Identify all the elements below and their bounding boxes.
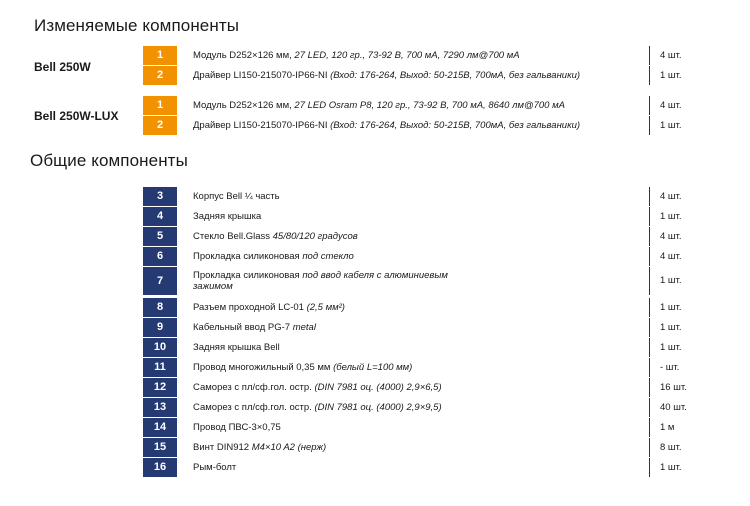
item-main-text: Задняя крышка Bell	[193, 342, 280, 353]
component-row	[143, 227, 695, 246]
item-main-text: Винт DIN912	[193, 442, 252, 453]
item-number: 2	[143, 116, 177, 135]
item-number: 5	[143, 227, 177, 246]
component-row	[143, 418, 695, 437]
item-main-text: Провод многожильный 0,35 мм	[193, 362, 334, 373]
item-description	[193, 318, 633, 337]
component-row	[143, 378, 695, 397]
item-description	[193, 458, 633, 477]
item-description	[193, 66, 633, 85]
common-components-title: Общие компоненты	[30, 151, 188, 170]
item-detail-text: (DIN 7981 оц. (4000) 2,9×6,5)	[314, 382, 442, 393]
item-number: 3	[143, 187, 177, 206]
item-main-text: Саморез с пл/сф.гол. остр.	[193, 382, 315, 393]
item-detail-text: под ввод кабеля с алюминиевым зажимом	[193, 270, 448, 292]
item-quantity: 16 шт.	[649, 378, 695, 397]
component-row	[143, 338, 695, 357]
item-quantity: 4 шт.	[649, 187, 695, 206]
item-description	[193, 96, 633, 115]
item-main-text: Стекло Bell.Glass	[193, 231, 273, 242]
item-detail-text: (Вход: 176-264, Выход: 50-215В, 700мА, без гальваники)	[330, 120, 581, 131]
item-main-text: Модуль D252×126 мм,	[193, 100, 295, 111]
item-detail-text: 45/80/120 градусов	[272, 231, 358, 242]
item-main-text: Прокладка силиконовая	[193, 251, 303, 262]
item-detail-text: (Вход: 176-264, Выход: 50-215В, 700мА, без гальваники)	[330, 70, 581, 81]
component-row	[143, 66, 695, 85]
item-description	[193, 418, 633, 437]
item-description	[193, 398, 633, 417]
item-description	[193, 227, 633, 246]
component-row	[143, 318, 695, 337]
model-name-bell-250w-lux: Bell 250W-LUX	[34, 109, 119, 123]
item-main-text: Модуль D252×126 мм,	[193, 50, 295, 61]
item-detail-text: под стекло	[302, 251, 354, 262]
changeable-components-title: Изменяемые компоненты	[34, 16, 240, 35]
component-row	[143, 358, 695, 377]
item-quantity: 1 шт.	[649, 116, 695, 135]
item-detail-text: (белый L=100 мм)	[333, 362, 413, 373]
item-number: 4	[143, 207, 177, 226]
model-name-bell-250w: Bell 250W	[34, 60, 91, 74]
item-number: 12	[143, 378, 177, 397]
item-number: 15	[143, 438, 177, 457]
component-row	[143, 267, 695, 295]
item-detail-text: M4×10 A2 (нерж)	[251, 442, 327, 453]
item-quantity: 1 шт.	[649, 207, 695, 226]
item-quantity: 4 шт.	[649, 96, 695, 115]
item-quantity: 1 шт.	[649, 458, 695, 477]
component-row	[143, 116, 695, 135]
item-description	[193, 270, 453, 292]
item-quantity: 1 шт.	[649, 318, 695, 337]
item-description	[193, 247, 633, 266]
component-row	[143, 96, 695, 115]
item-description	[193, 298, 633, 317]
item-number: 11	[143, 358, 177, 377]
item-number: 8	[143, 298, 177, 317]
item-main-text: Провод ПВС-3×0,75	[193, 422, 281, 433]
item-number: 7	[143, 267, 177, 295]
item-main-text: Прокладка силиконовая	[193, 270, 303, 281]
item-number: 14	[143, 418, 177, 437]
item-description	[193, 46, 633, 65]
item-main-text: Кабельный ввод PG-7	[193, 322, 293, 333]
item-detail-text: (2,5 мм²)	[306, 302, 345, 313]
item-quantity: 1 шт.	[649, 298, 695, 317]
component-row	[143, 298, 695, 317]
item-description	[193, 207, 633, 226]
item-detail-text: (DIN 7981 оц. (4000) 2,9×9,5)	[314, 402, 442, 413]
item-main-text: Корпус Bell ¼ часть	[193, 191, 280, 202]
component-row	[143, 46, 695, 65]
component-row	[143, 247, 695, 266]
item-quantity: 1 шт.	[649, 267, 695, 295]
component-row	[143, 398, 695, 417]
item-description	[193, 338, 633, 357]
item-quantity: 1 шт.	[649, 338, 695, 357]
item-main-text: Драйвер LI150-215070-IP66-NI	[193, 120, 331, 131]
item-main-text: Саморез с пл/сф.гол. остр.	[193, 402, 315, 413]
item-number: 9	[143, 318, 177, 337]
item-description	[193, 378, 633, 397]
item-main-text: Разъем проходной LC-01	[193, 302, 307, 313]
item-detail-text: 27 LED Osram P8, 120 гр., 73-92 В, 700 мА, 8640 лм@700 мА	[294, 100, 565, 111]
item-number: 2	[143, 66, 177, 85]
item-quantity: 1 м	[649, 418, 695, 437]
item-main-text: Задняя крышка	[193, 211, 262, 222]
component-row	[143, 458, 695, 477]
item-quantity: - шт.	[649, 358, 695, 377]
item-quantity: 4 шт.	[649, 227, 695, 246]
component-row	[143, 207, 695, 226]
item-description	[193, 187, 633, 206]
item-quantity: 4 шт.	[649, 247, 695, 266]
component-row	[143, 187, 695, 206]
item-number: 16	[143, 458, 177, 477]
item-quantity: 4 шт.	[649, 46, 695, 65]
item-quantity: 1 шт.	[649, 66, 695, 85]
component-row	[143, 438, 695, 457]
item-number: 1	[143, 46, 177, 65]
item-description	[193, 438, 633, 457]
item-number: 10	[143, 338, 177, 357]
item-number: 6	[143, 247, 177, 266]
item-description	[193, 358, 633, 377]
item-number: 1	[143, 96, 177, 115]
item-detail-text: metal	[292, 322, 316, 333]
item-detail-text: 27 LED, 120 гр., 73-92 В, 700 мА, 7290 лм@700 мА	[294, 50, 520, 61]
item-description	[193, 116, 633, 135]
item-quantity: 40 шт.	[649, 398, 695, 417]
item-quantity: 8 шт.	[649, 438, 695, 457]
item-main-text: Рым-болт	[193, 462, 237, 473]
item-main-text: Драйвер LI150-215070-IP66-NI	[193, 70, 331, 81]
item-number: 13	[143, 398, 177, 417]
